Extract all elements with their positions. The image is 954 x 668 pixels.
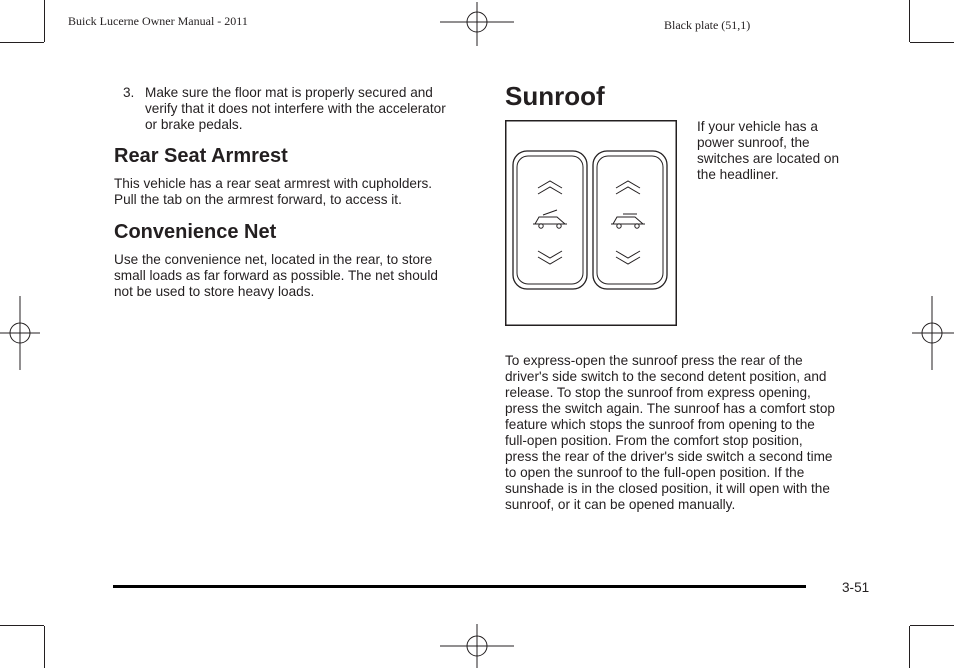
text-line: This vehicle has a rear seat armrest with cupholders.	[114, 176, 433, 191]
text-line: press the switch again. The sunroof has a comfort stop	[505, 401, 835, 416]
page-number: 3-51	[842, 580, 870, 595]
section-heading-sunroof: Sunroof	[505, 81, 605, 111]
registration-target-right	[912, 296, 954, 370]
right-sunroof-switch	[593, 151, 667, 289]
footer-rule	[113, 585, 806, 588]
registration-target-bottom	[440, 624, 514, 668]
manual-title: Buick Lucerne Owner Manual - 2011	[68, 14, 248, 28]
crop-mark	[44, 626, 45, 668]
crop-mark	[909, 626, 910, 668]
armrest-paragraph	[114, 176, 432, 208]
text-line: or brake pedals.	[145, 117, 243, 132]
text-line: power sunroof, the	[697, 135, 810, 150]
text-line: the headliner.	[697, 167, 779, 182]
text-line: small loads as far forward as possible. The net should	[114, 268, 438, 283]
text-line: Make sure the floor mat is properly secured and	[145, 85, 433, 100]
text-line: driver's side switch to the second detent position, and	[505, 369, 827, 384]
sunroof-switches-illustration	[505, 120, 677, 326]
registration-target-left	[0, 296, 40, 370]
text-line: sunroof, or it can be opened manually.	[505, 497, 736, 512]
crop-mark	[909, 0, 910, 42]
step-3-text	[145, 85, 446, 133]
crop-mark	[0, 625, 44, 626]
section-heading-convenience-net: Convenience Net	[114, 221, 277, 243]
text-line: full-open position. From the comfort stop position,	[505, 433, 803, 448]
text-line: press the rear of the driver's side switch a second time	[505, 449, 833, 464]
crop-mark	[910, 625, 954, 626]
crop-mark	[0, 42, 44, 43]
plate-label: Black plate (51,1)	[664, 18, 751, 32]
text-line: Pull the tab on the armrest forward, to access it.	[114, 192, 402, 207]
step-number: 3.	[123, 85, 135, 100]
text-line: verify that it does not interfere with the accelerator	[145, 101, 446, 116]
registration-target-top	[440, 2, 514, 46]
convenience-net-paragraph	[114, 252, 438, 300]
text-line: If your vehicle has a	[697, 119, 818, 134]
text-line: to open the sunroof to the full-open position. If the	[505, 465, 805, 480]
text-line: feature which stops the sunroof from opening to the	[505, 417, 815, 432]
text-line: sunshade is in the closed position, it will open with the	[505, 481, 830, 496]
sunroof-paragraph	[505, 353, 835, 513]
text-line: Use the convenience net, located in the rear, to store	[114, 252, 433, 267]
section-heading-rear-seat-armrest: Rear Seat Armrest	[114, 145, 288, 167]
text-line: release. To stop the sunroof from express opening,	[505, 385, 811, 400]
crop-mark	[44, 0, 45, 42]
text-line: not be used to store heavy loads.	[114, 284, 315, 299]
crop-mark	[910, 42, 954, 43]
left-sunroof-switch	[513, 151, 587, 289]
text-line: To express-open the sunroof press the rear of the	[505, 353, 803, 368]
figure-caption	[697, 119, 839, 183]
text-line: switches are located on	[697, 151, 840, 166]
